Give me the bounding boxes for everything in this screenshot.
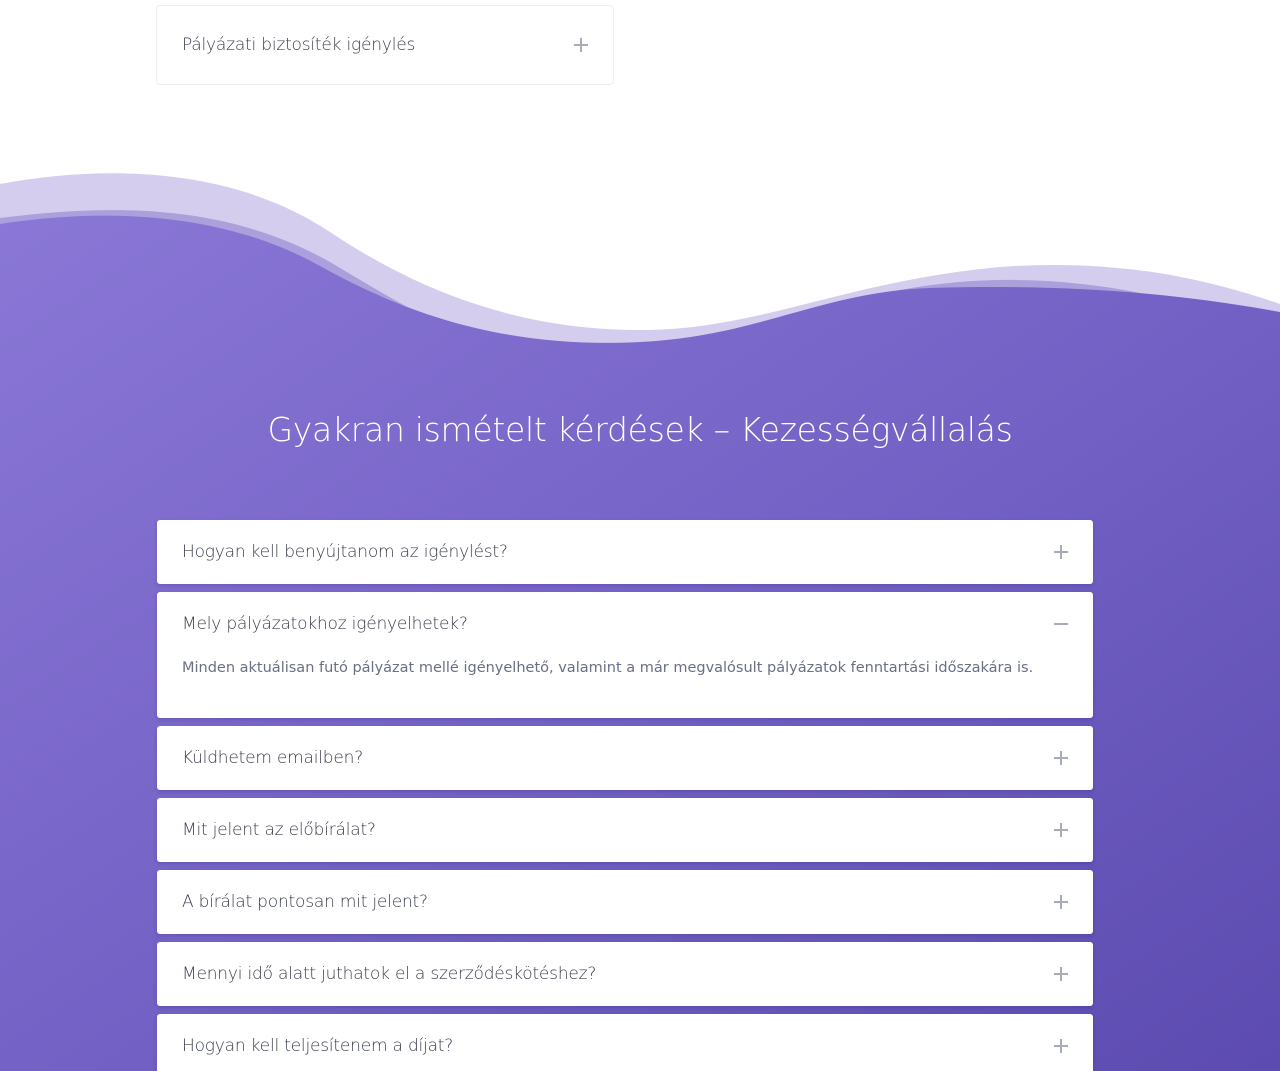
faq-question: Hogyan kell teljesítenem a díjat? [182, 1036, 454, 1056]
faq-list [157, 520, 1093, 1071]
plus-icon[interactable] [1053, 544, 1069, 560]
plus-icon[interactable] [1053, 750, 1069, 766]
faq-question-row[interactable] [157, 942, 1093, 1006]
faq-question: Küldhetem emailben? [182, 748, 364, 768]
faq-question: Mennyi idő alatt juthatok el a szerződéskötéshez? [182, 964, 597, 984]
faq-item-expanded[interactable] [157, 592, 1093, 718]
plus-icon[interactable] [1053, 822, 1069, 838]
faq-item[interactable] [157, 520, 1093, 584]
faq-question-row[interactable] [157, 726, 1093, 790]
faq-item[interactable] [157, 798, 1093, 862]
faq-question-row[interactable] [157, 798, 1093, 862]
faq-question: A bírálat pontosan mit jelent? [182, 892, 428, 912]
faq-question: Hogyan kell benyújtanom az igénylést? [182, 542, 508, 562]
accordion-item-palyazati-biztositek[interactable] [156, 5, 614, 85]
plus-icon[interactable] [1053, 1038, 1069, 1054]
plus-icon[interactable] [1053, 894, 1069, 910]
section-title: Gyakran ismételt kérdések – Kezességvállalás [267, 410, 1013, 449]
faq-question-row[interactable] [157, 1014, 1093, 1071]
plus-icon[interactable] [573, 37, 589, 53]
faq-answer-panel [157, 656, 1093, 718]
faq-question: Mit jelent az előbírálat? [182, 820, 376, 840]
faq-question-row[interactable] [157, 520, 1093, 584]
minus-icon[interactable] [1053, 616, 1069, 632]
faq-question-row[interactable] [157, 592, 1093, 656]
faq-item[interactable] [157, 870, 1093, 934]
faq-question: Mely pályázatokhoz igényelhetek? [182, 614, 468, 634]
faq-item[interactable] [157, 1014, 1093, 1071]
faq-question-row[interactable] [157, 870, 1093, 934]
accordion-item-label: Pályázati biztosíték igénylés [182, 35, 416, 55]
faq-item[interactable] [157, 942, 1093, 1006]
faq-answer: Minden aktuálisan futó pályázat mellé igényelhető, valamint a már megvalósult pályázatok fenntartási időszakára is. [182, 660, 1034, 676]
faq-item[interactable] [157, 726, 1093, 790]
plus-icon[interactable] [1053, 966, 1069, 982]
